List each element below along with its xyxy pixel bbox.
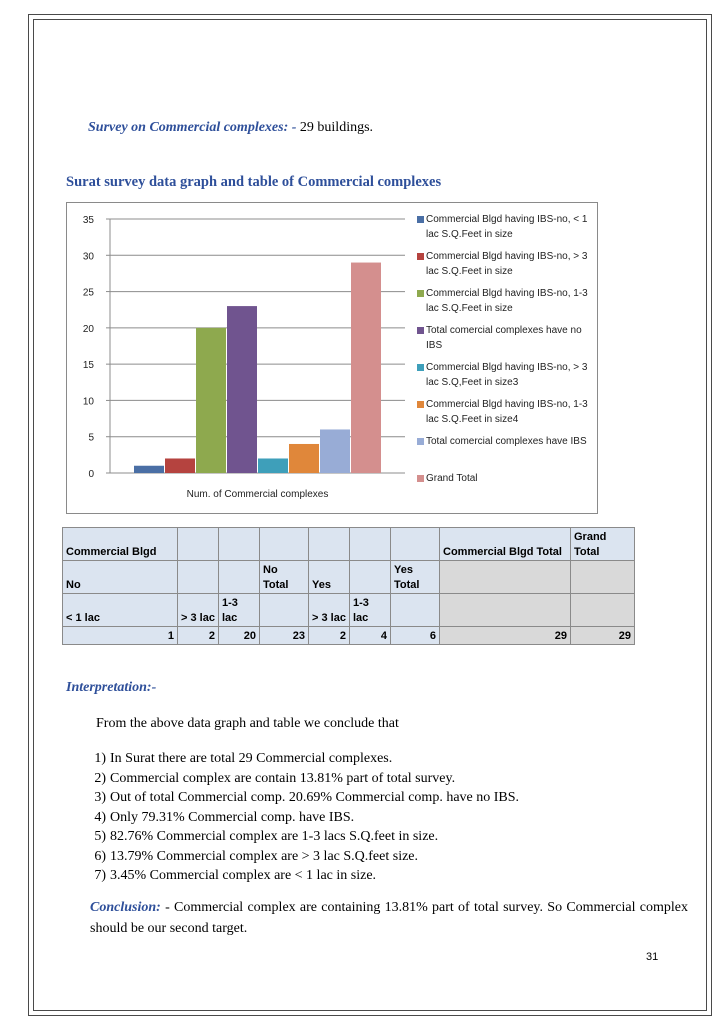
table-values-row	[63, 627, 635, 645]
y-tick-label: 30	[82, 251, 94, 263]
table-cell: No	[63, 561, 178, 594]
legend-swatch	[417, 364, 424, 371]
list-item: 3) Out of total Commercial comp. 20.69% Commercial comp. have no IBS.	[94, 790, 520, 805]
table-cell	[440, 594, 571, 627]
y-tick-label: 0	[88, 469, 94, 480]
table-cell: 1-3 lac	[219, 594, 260, 627]
legend-label: Commercial Blgd having IBS-no, > 3 lac S.Q,Feet in size3	[426, 362, 588, 388]
y-tick-label: 10	[82, 396, 94, 408]
table-cell	[309, 528, 350, 561]
table-cell	[219, 528, 260, 561]
y-tick-label: 35	[82, 215, 94, 226]
table-cell: < 1 lac	[63, 594, 178, 627]
table-cell: > 3 lac	[178, 594, 219, 627]
legend-label: Commercial Blgd having IBS-no, 1-3 lac S.Q.Feet in size	[426, 288, 588, 314]
list-item: 6) 13.79% Commercial complex are > 3 lac S.Q.feet size.	[94, 848, 419, 864]
table-cell: No Total	[260, 561, 309, 594]
table-cell	[178, 561, 219, 594]
legend-item	[417, 286, 597, 323]
bar	[165, 458, 195, 473]
section-heading: Surat survey data graph and table of Commercial complexes	[66, 174, 442, 190]
chart-legend	[417, 212, 597, 486]
interpretation-intro: From the above data graph and table we conclude that	[96, 716, 399, 731]
list-item: 1) In Surat there are total 29 Commercial complexes.	[94, 751, 393, 766]
legend-swatch	[417, 401, 424, 408]
bar	[134, 466, 164, 473]
table-cell	[571, 561, 635, 594]
table-cell: 1	[63, 627, 178, 645]
table-cell	[391, 528, 440, 561]
legend-label: Commercial Blgd having IBS-no, > 3 lac S.Q.Feet in size	[426, 251, 588, 277]
data-table	[62, 527, 635, 645]
list-item: 7) 3.45% Commercial complex are < 1 lac in size.	[94, 868, 377, 883]
table-cell	[178, 528, 219, 561]
bar	[320, 429, 350, 473]
y-tick-label: 25	[82, 287, 94, 299]
survey-value: 29 buildings.	[296, 120, 374, 135]
page-number: 31	[646, 951, 659, 963]
legend-swatch	[417, 253, 424, 260]
y-tick-label: 20	[82, 323, 94, 335]
legend-item	[417, 249, 597, 286]
findings-list	[66, 751, 519, 888]
table-cell	[219, 561, 260, 594]
legend-item	[417, 471, 597, 486]
table-cell: 4	[350, 627, 391, 645]
survey-label: Survey on Commercial complexes: -	[88, 120, 297, 135]
bar	[196, 328, 226, 473]
y-tick-label: 15	[82, 360, 94, 372]
legend-item	[417, 360, 597, 397]
x-axis-label: Num. of Commercial complexes	[186, 489, 329, 500]
bar	[351, 263, 381, 473]
table-cell: 29	[440, 627, 571, 645]
table-cell: 23	[260, 627, 309, 645]
legend-item	[417, 434, 597, 471]
table-cell	[260, 528, 309, 561]
table-header-row-2	[63, 561, 635, 594]
legend-swatch	[417, 290, 424, 297]
survey-line	[88, 120, 373, 136]
table-cell: 6	[391, 627, 440, 645]
table-cell: > 3 lac	[309, 594, 350, 627]
legend-label: Commercial Blgd having IBS-no, < 1 lac S.Q.Feet in size	[426, 214, 588, 240]
legend-item	[417, 212, 597, 249]
legend-item	[417, 397, 597, 434]
list-item: 4) Only 79.31% Commercial comp. have IBS.	[94, 809, 355, 825]
table-cell: 2	[309, 627, 350, 645]
list-item: 2) Commercial complex are contain 13.81% part of total survey.	[94, 770, 456, 786]
table-cell: Yes	[309, 561, 350, 594]
y-tick-label: 5	[88, 432, 94, 444]
table-cell	[571, 594, 635, 627]
bar	[258, 458, 288, 473]
table-cell: 20	[219, 627, 260, 645]
bar	[227, 306, 257, 473]
interpretation-title: Interpretation:-	[66, 680, 157, 695]
legend-label: Commercial Blgd having IBS-no, 1-3 lac S.Q.Feet in size4	[426, 399, 588, 425]
legend-label: Total comercial complexes have IBS	[426, 436, 587, 447]
table-header-row-1	[63, 528, 635, 561]
legend-swatch	[417, 475, 424, 482]
conclusion-label: Conclusion:	[90, 900, 161, 915]
table-cell	[440, 561, 571, 594]
list-item: 5) 82.76% Commercial complex are 1-3 lacs S.Q.feet in size.	[94, 829, 439, 844]
table-cell	[260, 594, 309, 627]
table-cell: 29	[571, 627, 635, 645]
table-cell: Commercial Blgd	[63, 528, 178, 561]
legend-item	[417, 323, 597, 360]
table-cell: 2	[178, 627, 219, 645]
legend-label: Grand Total	[426, 473, 478, 484]
conclusion-paragraph	[90, 897, 688, 939]
table-cell: Yes Total	[391, 561, 440, 594]
table-header-row-3	[63, 594, 635, 627]
table-cell	[391, 594, 440, 627]
legend-swatch	[417, 216, 424, 223]
conclusion-text: - Commercial complex are containing 13.81% part of total survey. So Commercial complex should be our second target.	[90, 900, 688, 936]
legend-swatch	[417, 438, 424, 445]
table-cell: Commercial Blgd Total	[440, 528, 571, 561]
legend-swatch	[417, 327, 424, 334]
table-cell: 1-3 lac	[350, 594, 391, 627]
table-cell	[350, 528, 391, 561]
legend-label: Total comercial complexes have no IBS	[426, 325, 582, 351]
table-cell: Grand Total	[571, 528, 635, 561]
table-cell	[350, 561, 391, 594]
bar	[289, 444, 319, 473]
